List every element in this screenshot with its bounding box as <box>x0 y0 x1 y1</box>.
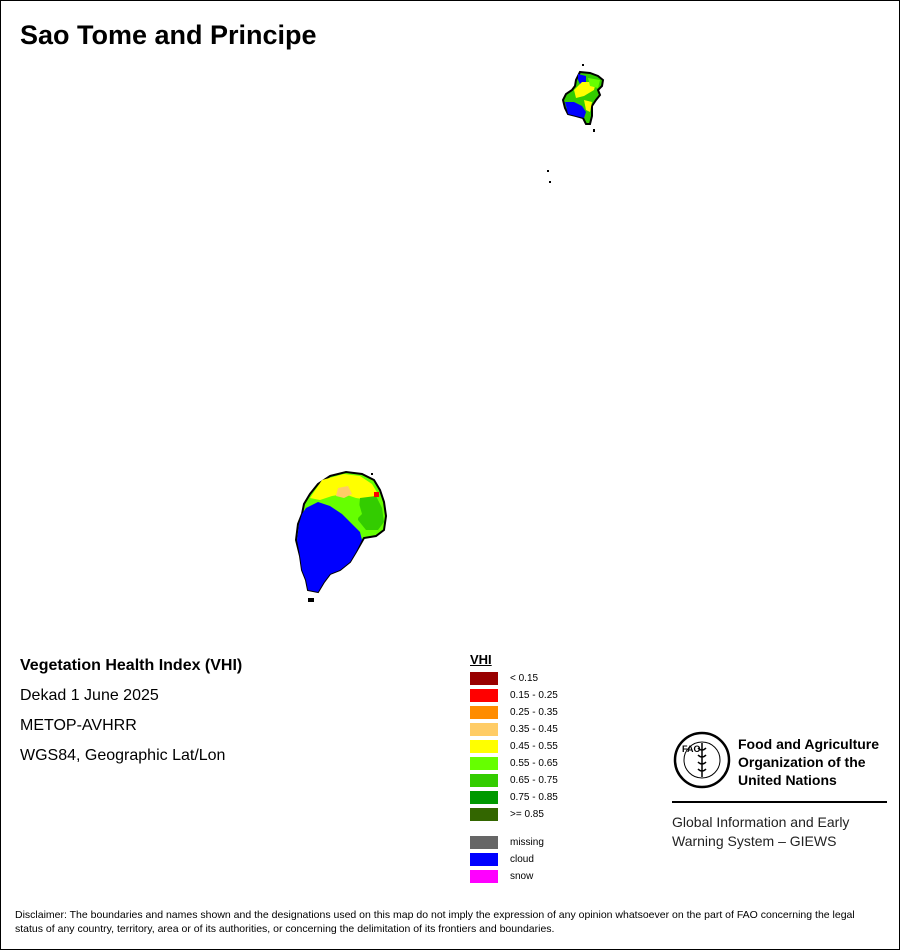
legend-swatch <box>470 836 498 849</box>
legend-swatch <box>470 672 498 685</box>
islet-north <box>371 473 373 475</box>
giews-label <box>672 813 849 851</box>
legend-item-classes-1 <box>470 688 558 702</box>
legend-swatch <box>470 808 498 821</box>
legend-item-classes-3 <box>470 722 558 736</box>
legend-swatch <box>470 774 498 787</box>
legend-label: >= 0.85 <box>510 808 544 820</box>
legend-label: missing <box>510 836 544 848</box>
org-name-line-1: Food and Agriculture <box>738 736 880 752</box>
sensor-label: METOP-AVHRR <box>20 717 137 734</box>
sao-tome-island <box>296 472 386 602</box>
principe-island <box>547 64 603 183</box>
legend-label: 0.75 - 0.85 <box>510 791 558 803</box>
legend-swatch <box>470 706 498 719</box>
legend-label: 0.65 - 0.75 <box>510 774 558 786</box>
legend-label: 0.55 - 0.65 <box>510 757 558 769</box>
islet-3 <box>547 170 549 172</box>
legend-swatch <box>470 853 498 866</box>
legend-label: snow <box>510 870 534 882</box>
org-name-line-2: Organization of the <box>738 754 866 770</box>
map-title: Sao Tome and Principe <box>20 20 317 50</box>
legend-label: cloud <box>510 853 534 865</box>
legend-item-classes-8 <box>470 807 544 821</box>
legend-swatch <box>470 870 498 883</box>
legend-item-special-0 <box>470 835 544 849</box>
islet-rolas <box>308 598 314 602</box>
fao-logo-icon <box>672 730 732 790</box>
legend-swatch <box>470 689 498 702</box>
legend-swatch <box>470 740 498 753</box>
giews-line-1: Global Information and Early <box>672 814 850 830</box>
legend-item-classes-5 <box>470 756 558 770</box>
legend-label: 0.35 - 0.45 <box>510 723 558 735</box>
legend-item-classes-4 <box>470 739 558 753</box>
islet-4 <box>549 181 551 183</box>
legend-item-special-1 <box>470 852 534 866</box>
legend-swatch <box>470 791 498 804</box>
giews-line-2: Warning System – GIEWS <box>672 833 837 849</box>
legend-label: 0.45 - 0.55 <box>510 740 558 752</box>
islet-1 <box>582 64 584 66</box>
legend-swatch <box>470 757 498 770</box>
period-label: Dekad 1 June 2025 <box>20 687 159 704</box>
legend-label: 0.15 - 0.25 <box>510 689 558 701</box>
legend-swatch <box>470 723 498 736</box>
disclaimer-text: Disclaimer: The boundaries and names shown and the designations used on this map do not imply the expression of any opinion whatsoever on the part of FAO concerning the legal status of any country, territory, area or of its authorities, or concerning the delimitation of its frontiers and boundaries. <box>15 909 855 935</box>
legend-item-classes-7 <box>470 790 558 804</box>
logo-letter-f: FAO <box>682 744 701 754</box>
legend-item-classes-6 <box>470 773 558 787</box>
legend-label: 0.25 - 0.35 <box>510 706 558 718</box>
sao-tome-red-pixel <box>374 492 379 497</box>
org-name-line-3: United Nations <box>738 772 837 788</box>
projection-label: WGS84, Geographic Lat/Lon <box>20 747 226 764</box>
legend-label: < 0.15 <box>510 672 539 684</box>
legend-item-classes-0 <box>470 671 538 685</box>
islet-2 <box>593 129 595 132</box>
product-name: Vegetation Health Index (VHI) <box>20 657 243 674</box>
legend-item-special-2 <box>470 869 533 883</box>
legend-title: VHI <box>470 652 492 667</box>
legend-item-classes-2 <box>470 705 558 719</box>
organization-name <box>738 735 879 789</box>
org-divider <box>672 801 887 803</box>
